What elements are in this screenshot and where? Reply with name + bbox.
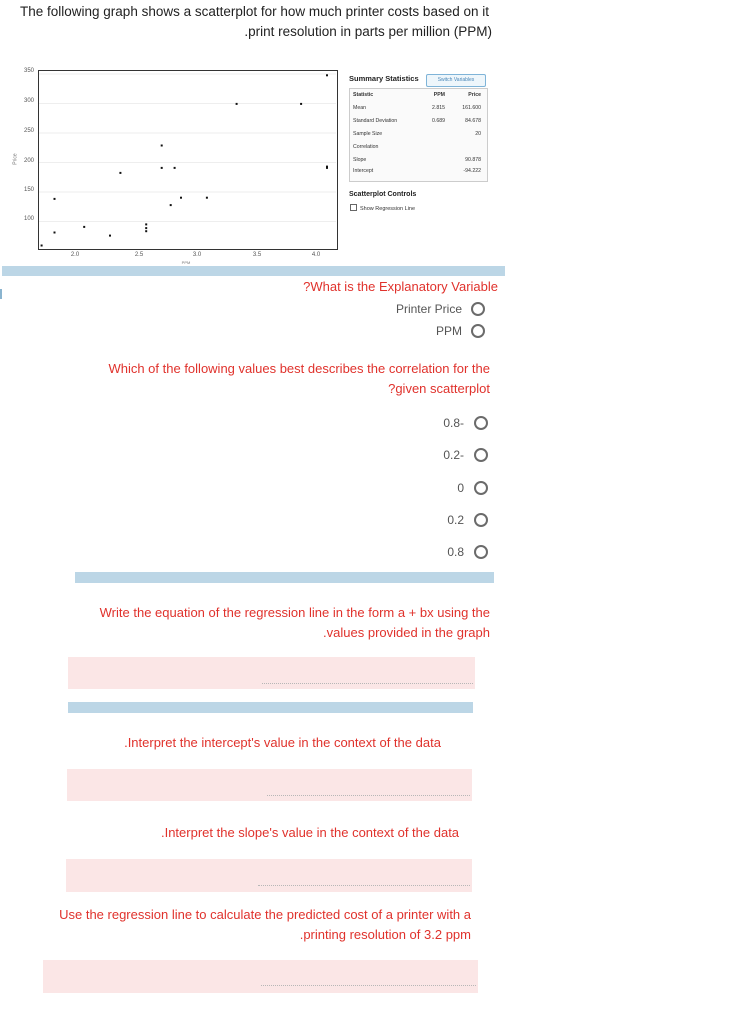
radio-corr-neg-0-2[interactable] xyxy=(474,448,488,462)
option-label: 0.8 xyxy=(447,545,464,559)
summary-statistics-table xyxy=(349,88,488,182)
scatter-point xyxy=(145,223,147,225)
radio-corr-neg-0-8[interactable] xyxy=(474,416,488,430)
table-row xyxy=(353,118,484,127)
question-regression-equation xyxy=(60,603,490,643)
switch-variables-button[interactable]: Switch Variables xyxy=(426,74,486,87)
question-line: ?given scatterplot xyxy=(388,381,490,396)
question-line: Use the regression line to calculate the predicted cost of a printer with a xyxy=(59,907,471,922)
radio-corr-0-2[interactable] xyxy=(474,513,488,527)
y-tick-label: 200 xyxy=(23,158,34,164)
radio-ppm[interactable] xyxy=(471,324,485,338)
checkbox-box[interactable] xyxy=(350,204,357,211)
scatter-point xyxy=(326,74,328,76)
answer-underline xyxy=(261,985,476,986)
question-explanatory-variable: ?What is the Explanatory Variable xyxy=(303,279,498,294)
question-correlation xyxy=(60,359,490,399)
scatter-point xyxy=(180,197,182,199)
question-line: Which of the following values best describes the correlation for the xyxy=(108,361,490,376)
section-divider xyxy=(68,702,473,713)
option-label: 0 xyxy=(457,481,464,495)
y-axis-label: Price xyxy=(12,153,19,165)
intro-line-1: The following graph shows a scatterplot for how much printer costs based on it xyxy=(20,4,489,19)
scatter-point xyxy=(145,230,147,232)
summary-statistics-title: Summary Statistics xyxy=(349,74,419,83)
scatter-point xyxy=(236,103,238,105)
scatter-point xyxy=(161,167,163,169)
x-tick-label: 2.5 xyxy=(134,252,144,258)
row-label: Standard Deviation xyxy=(353,118,398,124)
row-ppm: 0.689 xyxy=(432,118,445,124)
row-label: Intercept xyxy=(353,168,374,174)
scatter-point xyxy=(83,226,85,228)
option-label: 0.2 xyxy=(447,513,464,527)
option-label: 0.8- xyxy=(443,416,464,430)
section-divider xyxy=(75,572,494,583)
answer-input-regression[interactable] xyxy=(68,657,475,689)
x-tick-label: 4.0 xyxy=(311,252,321,258)
row-ppm: 2.815 xyxy=(432,105,445,111)
scatter-point xyxy=(41,245,43,247)
section-marker xyxy=(0,289,2,299)
scatter-point xyxy=(170,204,172,206)
show-regression-line-checkbox[interactable] xyxy=(350,204,415,212)
question-line: .printing resolution of 3.2 ppm xyxy=(299,927,471,942)
table-row xyxy=(353,157,484,166)
scatterplot-controls-title: Scatterplot Controls xyxy=(349,191,417,198)
scatter-point xyxy=(161,145,163,147)
row-price: 20 xyxy=(475,131,481,137)
x-tick-label: 3.5 xyxy=(252,252,262,258)
table-row xyxy=(353,105,484,114)
answer-input-slope[interactable] xyxy=(66,859,472,892)
answer-underline xyxy=(258,885,470,886)
table-row xyxy=(353,131,484,140)
x-axis-label: PPM xyxy=(181,260,191,265)
x-tick-label: 3.0 xyxy=(192,252,202,258)
answer-input-prediction[interactable] xyxy=(43,960,478,993)
option-label: PPM xyxy=(435,324,462,338)
row-price: 161.600 xyxy=(462,105,481,111)
question-predicted-cost xyxy=(30,905,471,945)
scatter-point xyxy=(145,227,147,229)
y-tick-label: 150 xyxy=(23,187,34,193)
scatter-point xyxy=(174,167,176,169)
radio-corr-0-8[interactable] xyxy=(474,545,488,559)
question-intercept: .Interpret the intercept's value in the context of the data xyxy=(124,735,441,750)
row-price: -94.222 xyxy=(463,168,481,174)
y-tick-label: 250 xyxy=(23,128,34,134)
scatter-point xyxy=(109,235,111,237)
scatter-point xyxy=(206,197,208,199)
table-row xyxy=(353,168,484,177)
answer-input-intercept[interactable] xyxy=(67,769,472,801)
checkbox-label: Show Regression Line xyxy=(360,206,416,212)
row-label: Slope xyxy=(353,157,367,163)
intro-line-2: .print resolution in parts per million (PPM) xyxy=(244,24,492,39)
row-price: 84.678 xyxy=(465,118,481,124)
table-row xyxy=(353,144,484,153)
header-ppm: PPM xyxy=(433,92,445,98)
option-label: 0.2- xyxy=(443,448,464,462)
answer-underline xyxy=(267,795,470,796)
y-tick-label: 300 xyxy=(23,98,34,104)
scatter-point xyxy=(54,232,56,234)
question-line: .values provided in the graph xyxy=(323,625,490,640)
row-label: Sample Size xyxy=(353,131,383,137)
scatter-point xyxy=(54,198,56,200)
option-label: Printer Price xyxy=(395,302,462,316)
answer-underline xyxy=(262,683,473,684)
y-tick-label: 350 xyxy=(23,68,34,74)
section-divider xyxy=(2,266,505,276)
x-tick-label: 2.0 xyxy=(70,252,80,258)
row-label: Mean xyxy=(353,105,366,111)
row-label: Correlation xyxy=(353,144,379,150)
scatter-point xyxy=(300,103,302,105)
y-tick-label: 100 xyxy=(23,216,34,222)
radio-printer-price[interactable] xyxy=(471,302,485,316)
header-price: Price xyxy=(468,92,481,98)
question-line: Write the equation of the regression line in the form a + bx using the xyxy=(99,605,490,620)
question-slope: .Interpret the slope's value in the context of the data xyxy=(160,825,460,840)
radio-corr-0[interactable] xyxy=(474,481,488,495)
scatter-point xyxy=(119,172,121,174)
row-price: 90.878 xyxy=(465,157,481,163)
scatter-point xyxy=(326,166,328,168)
header-statistic: Statistic xyxy=(353,92,374,98)
table-header-row xyxy=(353,92,484,101)
